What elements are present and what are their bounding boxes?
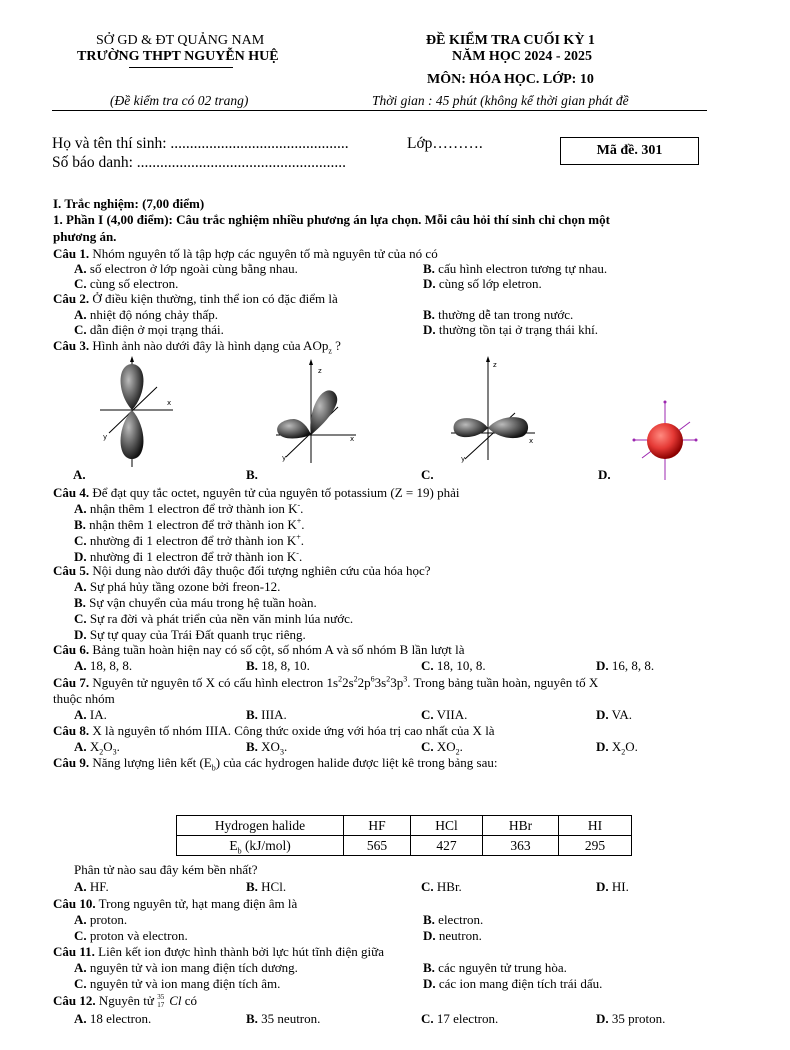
question-11: Câu 11. Liên kết ion được hình thành bởi lực hút tĩnh điện giữa [53,944,384,959]
orbital-a-icon [95,355,180,470]
student-name-line: Họ và tên thí sinh: .............................................. [52,135,349,152]
question-7-cont: thuộc nhóm [53,691,115,706]
q10-option-b[interactable]: B. electron. [423,912,484,927]
svg-text:y: y [461,455,466,463]
q4-option-c[interactable]: C. nhường đi 1 electron để trở thành ion K+. [74,532,305,548]
q10-option-d[interactable]: D. neutron. [423,928,482,943]
question-6: Câu 6. Bảng tuần hoàn hiện nay có số cột, số nhóm A và số nhóm B lần lượt là [53,642,465,657]
orbital-d-label: D. [598,467,611,482]
question-7: Câu 7. Nguyên tử nguyên tố X có cấu hình electron $1s^22s^22p^63s^23p^3$. Trong bảng tuần hoàn, nguyên tố X [53,674,599,690]
question-4: Câu 4. Để đạt quy tắc octet, nguyên tử của nguyên tố potassium (Z = 19) phải [53,485,460,500]
part1-instruction-cont: phương án. [53,229,117,244]
svg-text:x: x [529,437,534,445]
svg-text:z: z [493,361,497,369]
table-row-label: $E_b$ (kJ/mol) [177,836,344,856]
svg-text:x: x [350,435,355,443]
question-3: Câu 3. Hình ảnh nào dưới đây là hình dạng của AOp$_z$ ? [53,338,341,356]
q5-option-b[interactable]: B. Sự vận chuyển của máu trong hệ tuần hoàn. [74,595,317,610]
q2-option-c[interactable]: C. dẫn điện ở mọi trạng thái. [74,322,224,337]
q2-option-a[interactable]: A. nhiệt độ nóng chảy thấp. [74,307,219,322]
svg-text:y: y [282,454,287,462]
q2-option-b[interactable]: B. thường dễ tan trong nước. [423,307,574,322]
question-2: Câu 2. Ở điều kiện thường, tinh thể ion có đặc điểm là [53,291,338,306]
table-cell: 427 [411,836,483,856]
orbital-b-icon [268,357,363,467]
exam-title: ĐỀ KIỂM TRA CUỐI KỲ 1 [426,33,595,48]
question-9: Câu 9. Năng lượng liên kết $(E_b)$ của các hydrogen halide được liệt kê trong bảng sau: [53,755,498,773]
q7-option-c[interactable]: C. VIIA. [421,707,468,722]
svg-text:x: x [167,399,172,407]
q8-option-a[interactable]: A. $X_2O_3$. [74,739,120,757]
question-10: Câu 10. Trong nguyên tử, hạt mang điện âm là [53,896,298,911]
table-header-cell: Hydrogen halide [177,816,344,836]
q8-option-d[interactable]: D. $X_2O$. [596,739,638,757]
q6-option-c[interactable]: C. 18, 10, 8. [421,658,486,673]
header-rule [52,110,707,111]
orbital-c-label: C. [421,467,434,482]
q7-option-d[interactable]: D. VA. [596,707,633,722]
q1-option-b[interactable]: B. cấu hình electron tương tự nhau. [423,261,608,276]
q9-option-a[interactable]: A. HF. [74,879,109,894]
orbital-c-icon [445,355,540,465]
table-header-cell: HCl [411,816,483,836]
dept-name: SỞ GD & ĐT QUẢNG NAM [96,33,265,48]
q11-option-b[interactable]: B. các nguyên tử trung hòa. [423,960,567,975]
svg-text:y: y [103,433,108,441]
orbital-b-label: B. [246,467,258,482]
table-header-cell: HI [559,816,632,836]
q1-option-c[interactable]: C. cùng số electron. [74,276,179,291]
q11-option-d[interactable]: D. các ion mang điện tích trái dấu. [423,976,603,991]
question-5: Câu 5. Nội dung nào dưới đây thuộc đối tượng nghiên cứu của hóa học? [53,563,431,578]
sbd-line: Số báo danh: ...................................................... [52,154,347,171]
q11-option-c[interactable]: C. nguyên tử và ion mang điện tích âm. [74,976,281,991]
q10-option-a[interactable]: A. proton. [74,912,128,927]
question-8: Câu 8. X là nguyên tố nhóm IIIA. Công thức oxide ứng với hóa trị cao nhất của X là [53,723,495,738]
section-title: I. Trắc nghiệm: (7,00 điểm) [53,196,205,211]
q12-option-c[interactable]: C. 17 electron. [421,1011,499,1026]
table-header-cell: HBr [483,816,559,836]
q5-option-d[interactable]: D. Sự tự quay của Trái Đất quanh trục riêng. [74,627,306,642]
question-9-ask: Phân tử nào sau đây kém bền nhất? [74,862,258,877]
q9-option-c[interactable]: C. HBr. [421,879,462,894]
q8-option-c[interactable]: C. $XO_2$. [421,739,463,757]
subject: MÔN: HÓA HỌC. LỚP: 10 [427,72,594,87]
table-cell: 295 [559,836,632,856]
q1-option-a[interactable]: A. số electron ở lớp ngoài cùng bằng nhau. [74,261,298,276]
q5-option-c[interactable]: C. Sự ra đời và phát triển của nền văn minh lúa nước. [74,611,354,626]
question-1: Câu 1. Nhóm nguyên tố là tập hợp các nguyên tố mà nguyên tử của nó có [53,246,438,261]
q12-option-b[interactable]: B. 35 neutron. [246,1011,321,1026]
q11-option-a[interactable]: A. nguyên tử và ion mang điện tích dương. [74,960,298,975]
orbital-a-label: A. [73,467,86,482]
class-line: Lớp………. [407,135,483,152]
q7-option-a[interactable]: A. IA. [74,707,107,722]
q1-option-d[interactable]: D. cùng số lớp eletron. [423,276,542,291]
table-cell: 363 [483,836,559,856]
q8-option-b[interactable]: B. $XO_3$. [246,739,288,757]
q10-option-c[interactable]: C. proton và electron. [74,928,188,943]
question-12: Câu 12. Nguyên tử 35 17 Cl có [53,993,198,1010]
school-year: NĂM HỌC 2024 - 2025 [452,49,592,64]
ma-de-box: Mã đề. 301 [560,137,699,165]
bond-energy-table [176,815,632,856]
table-cell: 565 [344,836,411,856]
q4-option-d[interactable]: D. nhường đi 1 electron để trở thành ion K-. [74,548,303,564]
svg-text:z: z [318,367,322,375]
q5-option-a[interactable]: A. Sự phá hủy tầng ozone bởi freon-12. [74,579,281,594]
part1-instruction: 1. Phần I (4,00 điểm): Câu trắc nghiệm nhiều phương án lựa chọn. Mỗi câu hỏi thí sinh chỉ chọn một [53,212,610,227]
orbital-d-icon [630,400,700,482]
q6-option-a[interactable]: A. 18, 8, 8. [74,658,133,673]
q9-option-b[interactable]: B. HCl. [246,879,287,894]
q4-option-b[interactable]: B. nhận thêm 1 electron để trở thành ion K+. [74,516,305,532]
q12-option-a[interactable]: A. 18 electron. [74,1011,152,1026]
table-row [177,836,632,856]
q6-option-d[interactable]: D. 16, 8, 8. [596,658,655,673]
q12-option-d[interactable]: D. 35 proton. [596,1011,666,1026]
q4-option-a[interactable]: A. nhận thêm 1 electron để trở thành ion K-. [74,500,304,516]
q7-option-b[interactable]: B. IIIA. [246,707,287,722]
q9-option-d[interactable]: D. HI. [596,879,629,894]
pages-note: (Đề kiểm tra có 02 trang) [110,93,249,108]
q2-option-d[interactable]: D. thường tồn tại ở trạng thái khí. [423,322,598,337]
school-underline [129,67,233,68]
school-name: TRƯỜNG THPT NGUYỄN HUỆ [77,49,279,64]
q6-option-b[interactable]: B. 18, 8, 10. [246,658,310,673]
table-header-cell: HF [344,816,411,836]
table-row [177,816,632,836]
exam-time: Thời gian : 45 phút (không kể thời gian phát đề [372,93,629,108]
